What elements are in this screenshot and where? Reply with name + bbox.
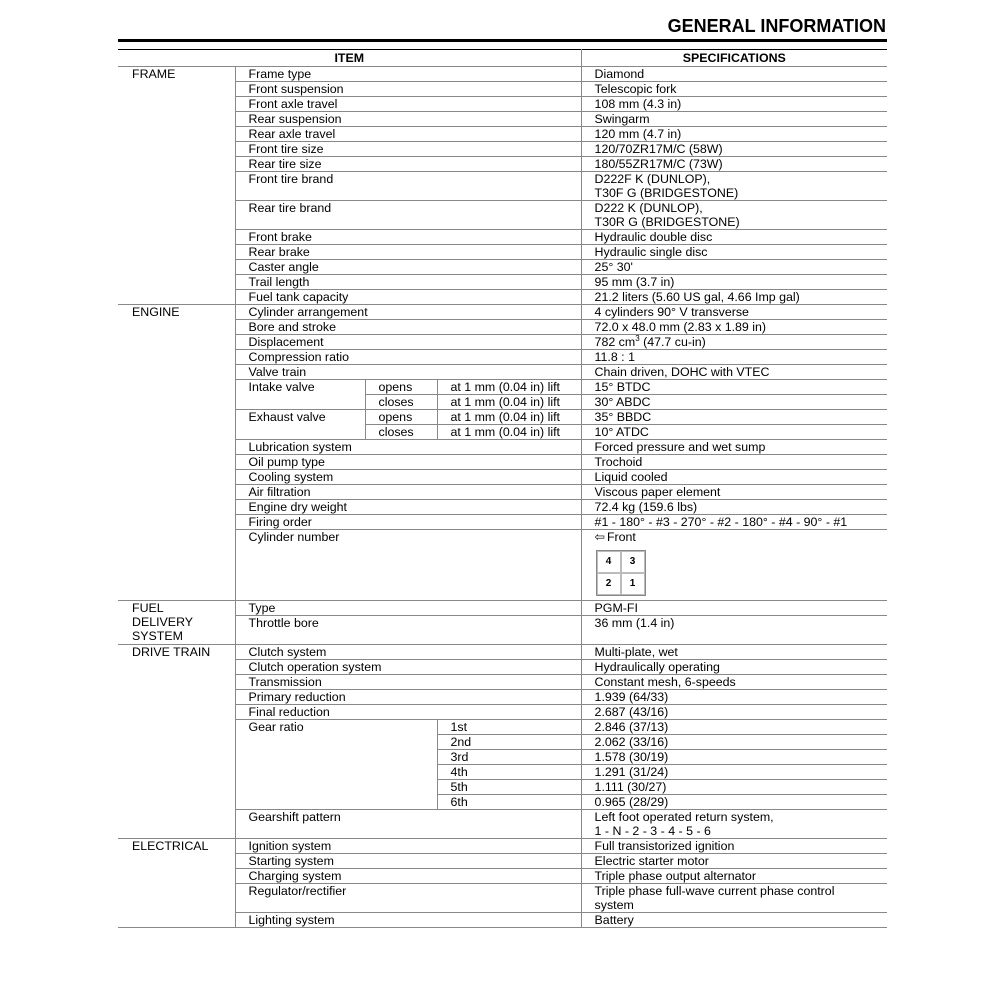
item-name: Clutch operation system bbox=[235, 660, 581, 675]
item-value: #1 - 180° - #3 - 270° - #2 - 180° - #4 - 90° - #1 bbox=[581, 515, 887, 530]
item-name: Exhaust valve bbox=[235, 410, 365, 440]
item-value: Battery bbox=[581, 913, 887, 928]
value-line: Left foot operated return system, bbox=[594, 810, 774, 824]
group-label bbox=[118, 601, 235, 645]
item-name: Rear tire size bbox=[235, 157, 581, 172]
item-name: Gearshift pattern bbox=[235, 810, 581, 839]
item-name: Regulator/rectifier bbox=[235, 884, 581, 913]
value-line: system bbox=[594, 898, 634, 912]
item-value: 120 mm (4.7 in) bbox=[581, 127, 887, 142]
title-rule bbox=[118, 39, 887, 42]
item-value bbox=[581, 335, 887, 350]
valve-condition: at 1 mm (0.04 in) lift bbox=[437, 425, 581, 440]
item-name: Engine dry weight bbox=[235, 500, 581, 515]
item-name: Air filtration bbox=[235, 485, 581, 500]
item-name: Fuel tank capacity bbox=[235, 290, 581, 305]
item-value: Telescopic fork bbox=[581, 82, 887, 97]
item-value: 72.0 x 48.0 mm (2.83 x 1.89 in) bbox=[581, 320, 887, 335]
item-name: Front brake bbox=[235, 230, 581, 245]
item-name: Transmission bbox=[235, 675, 581, 690]
valve-condition: at 1 mm (0.04 in) lift bbox=[437, 410, 581, 425]
item-value bbox=[581, 201, 887, 230]
value-line: 1 - N - 2 - 3 - 4 - 5 - 6 bbox=[594, 824, 711, 838]
item-value: 2.846 (37/13) bbox=[581, 720, 887, 735]
item-value: Triple phase output alternator bbox=[581, 869, 887, 884]
table-row bbox=[118, 645, 887, 660]
item-name: Starting system bbox=[235, 854, 581, 869]
group-drive-train bbox=[118, 645, 887, 839]
item-name: Frame type bbox=[248, 67, 312, 81]
item-name: Primary reduction bbox=[235, 690, 581, 705]
item-value: Hydraulic double disc bbox=[581, 230, 887, 245]
value-line: D222 K (DUNLOP), bbox=[594, 201, 703, 215]
front-label: Front bbox=[606, 530, 636, 544]
valve-event: closes bbox=[365, 425, 437, 440]
gear-label: 5th bbox=[437, 780, 581, 795]
cylinder-cell: 1 bbox=[621, 573, 645, 595]
item-name: Gear ratio bbox=[235, 720, 437, 810]
item-value: Hydraulic single disc bbox=[581, 245, 887, 260]
value-line: Triple phase full-wave current phase control bbox=[594, 884, 835, 898]
item-value: 1.111 (30/27) bbox=[581, 780, 887, 795]
item-value: 2.687 (43/16) bbox=[581, 705, 887, 720]
value-line: T30R G (BRIDGESTONE) bbox=[594, 215, 740, 229]
table-row bbox=[118, 67, 887, 82]
item-value bbox=[581, 530, 887, 601]
value-part: (47.7 cu-in) bbox=[639, 335, 706, 349]
value-line: T30F G (BRIDGESTONE) bbox=[594, 186, 739, 200]
item-value: Swingarm bbox=[581, 112, 887, 127]
group-label-line: SYSTEM bbox=[132, 629, 183, 643]
item-value: 108 mm (4.3 in) bbox=[581, 97, 887, 112]
item-value: 21.2 liters (5.60 US gal, 4.66 Imp gal) bbox=[581, 290, 887, 305]
value-line: D222F K (DUNLOP), bbox=[594, 172, 711, 186]
item-value: 4 cylinders 90° V transverse bbox=[581, 305, 887, 320]
item-name: Compression ratio bbox=[235, 350, 581, 365]
column-header-item: ITEM bbox=[118, 50, 581, 67]
group-frame bbox=[118, 67, 887, 305]
item-name: Rear brake bbox=[235, 245, 581, 260]
item-name: Front axle travel bbox=[235, 97, 581, 112]
item-value: 72.4 kg (159.6 lbs) bbox=[581, 500, 887, 515]
group-fuel-delivery bbox=[118, 601, 887, 645]
valve-condition: at 1 mm (0.04 in) lift bbox=[437, 380, 581, 395]
item-value bbox=[581, 172, 887, 201]
item-name: Rear axle travel bbox=[235, 127, 581, 142]
item-name: Lubrication system bbox=[235, 440, 581, 455]
valve-event: opens bbox=[365, 380, 437, 395]
cylinder-cell: 2 bbox=[597, 573, 621, 595]
item-value: 35° BBDC bbox=[581, 410, 887, 425]
item-name: Front tire size bbox=[235, 142, 581, 157]
item-value: Hydraulically operating bbox=[581, 660, 887, 675]
group-label: ENGINE bbox=[118, 305, 235, 601]
item-name: Lighting system bbox=[235, 913, 581, 928]
item-value: 15° BTDC bbox=[581, 380, 887, 395]
arrow-left-icon: ⇦ bbox=[594, 530, 605, 544]
item-name: Ignition system bbox=[248, 839, 332, 853]
item-name: Front suspension bbox=[235, 82, 581, 97]
group-label: DRIVE TRAIN bbox=[118, 645, 235, 839]
item-value: 1.578 (30/19) bbox=[581, 750, 887, 765]
item-name: Bore and stroke bbox=[235, 320, 581, 335]
valve-event: closes bbox=[365, 395, 437, 410]
item-value: 0.965 (28/29) bbox=[581, 795, 887, 810]
item-name: Rear tire brand bbox=[235, 201, 581, 230]
gear-label: 2nd bbox=[437, 735, 581, 750]
column-header-specifications: SPECIFICATIONS bbox=[581, 50, 887, 67]
item-value: Electric starter motor bbox=[581, 854, 887, 869]
item-value: 180/55ZR17M/C (73W) bbox=[581, 157, 887, 172]
item-name: Oil pump type bbox=[235, 455, 581, 470]
item-value: Full transistorized ignition bbox=[581, 839, 887, 854]
table-row bbox=[118, 305, 887, 320]
item-value: 36 mm (1.4 in) bbox=[581, 616, 887, 645]
item-value: PGM-FI bbox=[581, 601, 887, 616]
item-name: Type bbox=[248, 601, 276, 615]
item-name: Clutch system bbox=[248, 645, 327, 659]
item-value: Chain driven, DOHC with VTEC bbox=[581, 365, 887, 380]
item-name: Cooling system bbox=[235, 470, 581, 485]
table-row bbox=[118, 601, 887, 616]
item-name: Throttle bore bbox=[235, 616, 581, 645]
item-value: Diamond bbox=[581, 67, 887, 82]
item-value bbox=[581, 810, 887, 839]
group-label: FRAME bbox=[118, 67, 235, 305]
item-name: Trail length bbox=[235, 275, 581, 290]
group-engine bbox=[118, 305, 887, 601]
value-part: 782 cm bbox=[594, 335, 636, 349]
item-name: Displacement bbox=[235, 335, 581, 350]
group-electrical bbox=[118, 839, 887, 928]
item-name: Caster angle bbox=[235, 260, 581, 275]
item-value: 95 mm (3.7 in) bbox=[581, 275, 887, 290]
valve-event: opens bbox=[365, 410, 437, 425]
item-name: Cylinder arrangement bbox=[248, 305, 368, 319]
valve-condition: at 1 mm (0.04 in) lift bbox=[437, 395, 581, 410]
item-value: Trochoid bbox=[581, 455, 887, 470]
group-label: ELECTRICAL bbox=[118, 839, 235, 928]
item-value: 1.291 (31/24) bbox=[581, 765, 887, 780]
table-row bbox=[118, 839, 887, 854]
item-name: Charging system bbox=[235, 869, 581, 884]
item-value: 2.062 (33/16) bbox=[581, 735, 887, 750]
item-value bbox=[581, 884, 887, 913]
cylinder-diagram bbox=[596, 550, 646, 596]
front-indicator bbox=[595, 530, 888, 544]
group-label-line: DELIVERY bbox=[132, 615, 194, 629]
gear-label: 4th bbox=[437, 765, 581, 780]
item-name: Final reduction bbox=[235, 705, 581, 720]
item-value: 11.8 : 1 bbox=[581, 350, 887, 365]
item-value: 1.939 (64/33) bbox=[581, 690, 887, 705]
item-name: Valve train bbox=[235, 365, 581, 380]
page-title: GENERAL INFORMATION bbox=[667, 16, 886, 36]
item-value: 10° ATDC bbox=[581, 425, 887, 440]
item-value: 30° ABDC bbox=[581, 395, 887, 410]
item-value: Constant mesh, 6-speeds bbox=[581, 675, 887, 690]
superscript: 3 bbox=[635, 333, 640, 343]
item-name: Firing order bbox=[235, 515, 581, 530]
gear-label: 6th bbox=[437, 795, 581, 810]
gear-label: 1st bbox=[437, 720, 581, 735]
gear-label: 3rd bbox=[437, 750, 581, 765]
spec-table bbox=[118, 49, 887, 928]
item-name: Rear suspension bbox=[235, 112, 581, 127]
item-name: Intake valve bbox=[235, 380, 365, 410]
item-value: Liquid cooled bbox=[581, 470, 887, 485]
item-value: Multi-plate, wet bbox=[581, 645, 887, 660]
item-name: Front tire brand bbox=[235, 172, 581, 201]
group-label-line: FUEL bbox=[132, 601, 164, 615]
item-name: Cylinder number bbox=[235, 530, 581, 601]
item-value: 120/70ZR17M/C (58W) bbox=[581, 142, 887, 157]
item-value: Forced pressure and wet sump bbox=[581, 440, 887, 455]
cylinder-cell: 3 bbox=[621, 551, 645, 573]
cylinder-cell: 4 bbox=[597, 551, 621, 573]
item-value: Viscous paper element bbox=[581, 485, 887, 500]
item-value: 25° 30' bbox=[581, 260, 887, 275]
